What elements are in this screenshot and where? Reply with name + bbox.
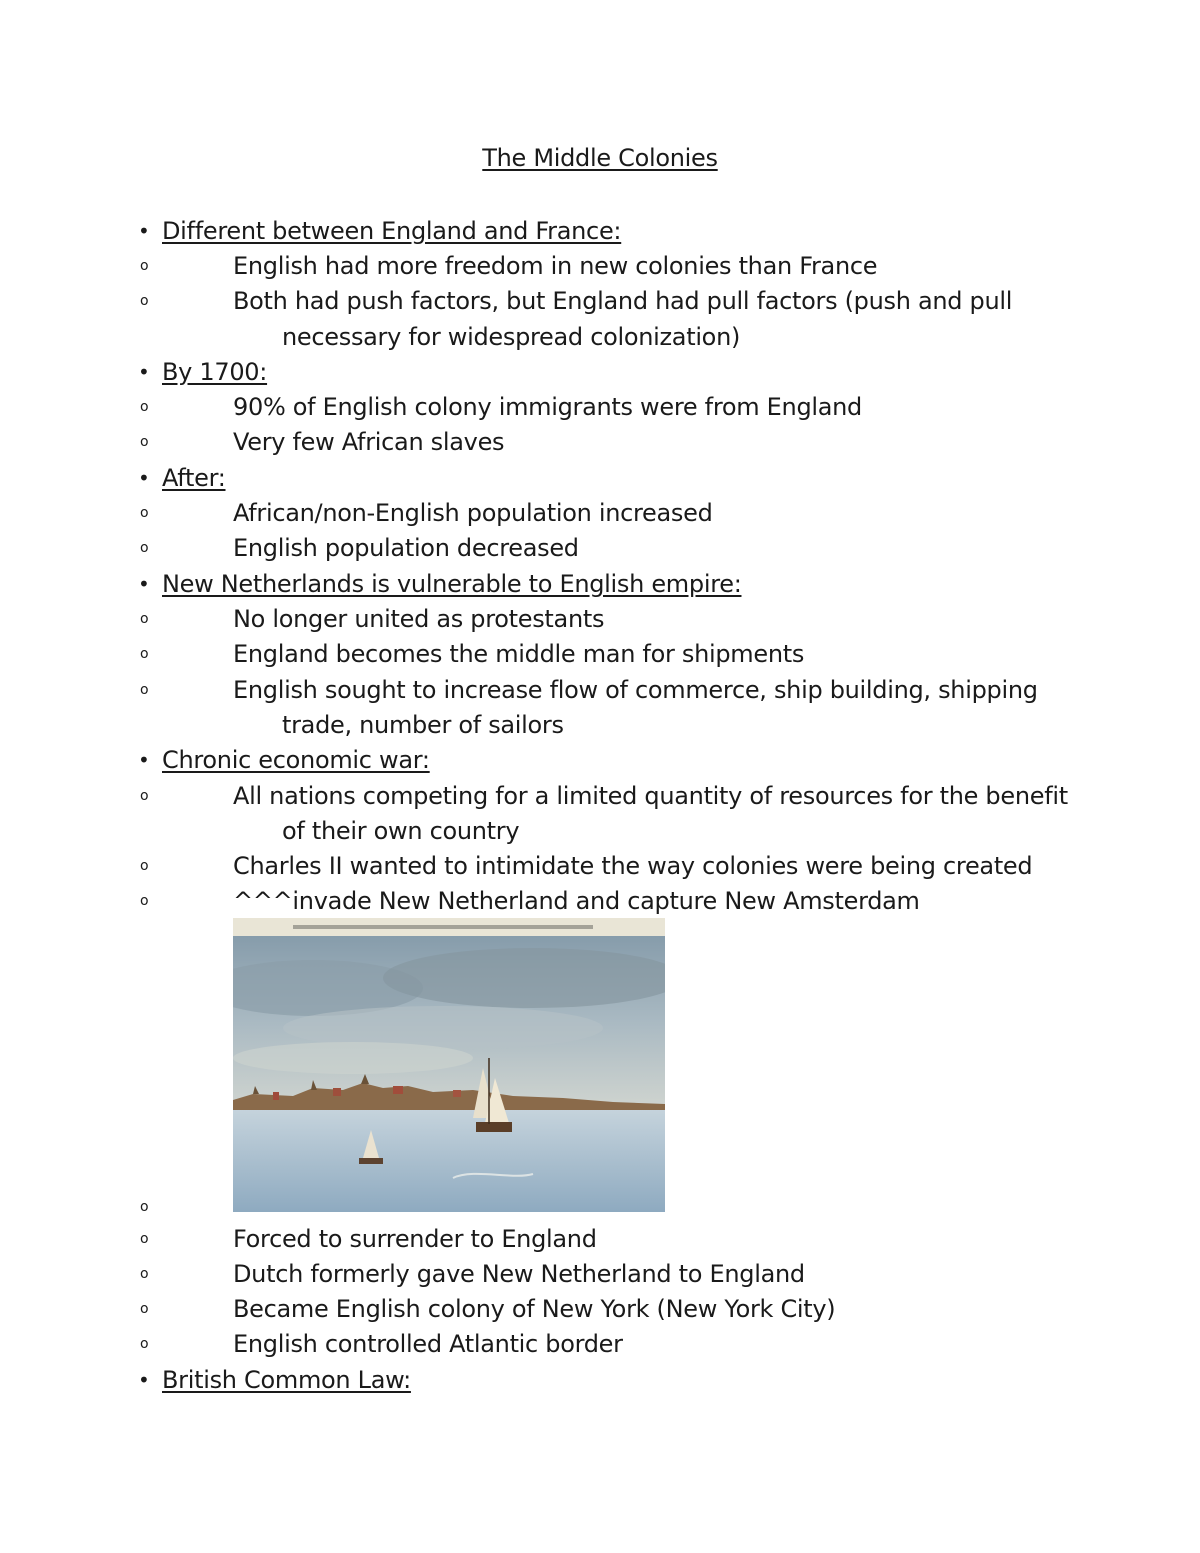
list-item-text: Forced to surrender to England xyxy=(233,1225,597,1253)
list-item xyxy=(0,390,1200,424)
sub-bullet-icon: o xyxy=(140,1231,149,1247)
bullet-icon: • xyxy=(138,360,150,384)
list-item xyxy=(0,1222,1200,1256)
list-item-text: 90% of English colony immigrants were from England xyxy=(233,393,862,421)
list-item-text: of their own country xyxy=(282,817,520,845)
sub-bullet-icon: o xyxy=(140,1301,149,1317)
page-title: The Middle Colonies xyxy=(482,144,718,172)
harbor-painting-icon xyxy=(233,918,665,1212)
bullet-icon: • xyxy=(138,572,150,596)
sub-bullet-icon: o xyxy=(140,1199,149,1215)
harbor-painting-svg xyxy=(233,918,665,1212)
list-item-text: English population decreased xyxy=(233,534,579,562)
sub-bullet-icon: o xyxy=(140,788,149,804)
section-heading: Chronic economic war: xyxy=(162,746,430,774)
list-item-text: England becomes the middle man for shipments xyxy=(233,640,805,668)
list-item-text: Very few African slaves xyxy=(233,428,505,456)
section-heading-line xyxy=(0,743,1200,777)
section-heading: Different between England and France: xyxy=(162,217,622,245)
bullet-icon: • xyxy=(138,219,150,243)
list-item xyxy=(0,602,1200,636)
list-item xyxy=(0,779,1200,813)
list-item-text: Both had push factors, but England had pull factors (push and pull xyxy=(233,287,1013,315)
list-item-text: Became English colony of New York (New York City) xyxy=(233,1295,836,1323)
sub-bullet-icon: o xyxy=(140,434,149,450)
sub-bullet-icon: o xyxy=(140,646,149,662)
list-item-text: English sought to increase flow of commerce, ship building, shipping xyxy=(233,676,1038,704)
list-item-text: necessary for widespread colonization) xyxy=(282,323,741,351)
list-item-text: Dutch formerly gave New Netherland to England xyxy=(233,1260,805,1288)
section-heading-line xyxy=(0,461,1200,495)
list-item xyxy=(0,637,1200,671)
sub-bullet-icon: o xyxy=(140,1336,149,1352)
list-item xyxy=(0,1257,1200,1291)
list-item xyxy=(0,849,1200,883)
sub-bullet-icon: o xyxy=(140,399,149,415)
section-heading: By 1700: xyxy=(162,358,268,386)
list-item-text: English had more freedom in new colonies than France xyxy=(233,252,878,280)
list-item-text: trade, number of sailors xyxy=(282,711,564,739)
section-heading: After: xyxy=(162,464,226,492)
list-item xyxy=(0,425,1200,459)
list-item-text: Charles II wanted to intimidate the way colonies were being created xyxy=(233,852,1033,880)
list-item xyxy=(0,884,1200,918)
section-heading-line xyxy=(0,355,1200,389)
list-item xyxy=(0,496,1200,530)
list-item-continuation xyxy=(0,814,1200,848)
sub-bullet-icon: o xyxy=(140,258,149,274)
section-heading: British Common Law: xyxy=(162,1366,411,1394)
bullet-icon: • xyxy=(138,748,150,772)
sub-bullet-icon: o xyxy=(140,505,149,521)
section-heading-line xyxy=(0,214,1200,248)
list-item xyxy=(0,673,1200,707)
list-item xyxy=(0,284,1200,318)
section-heading-line xyxy=(0,1363,1200,1397)
sub-bullet-icon: o xyxy=(140,540,149,556)
list-item xyxy=(0,1327,1200,1361)
section-heading: New Netherlands is vulnerable to English empire: xyxy=(162,570,742,598)
sub-bullet-icon: o xyxy=(140,858,149,874)
sub-bullet-icon: o xyxy=(140,611,149,627)
list-item-text: African/non-English population increased xyxy=(233,499,713,527)
list-item-text: All nations competing for a limited quantity of resources for the benefit xyxy=(233,782,1068,810)
sub-bullet-icon: o xyxy=(140,682,149,698)
sub-bullet-icon: o xyxy=(140,1266,149,1282)
list-item-continuation xyxy=(0,708,1200,742)
list-item xyxy=(0,249,1200,283)
list-item-text: English controlled Atlantic border xyxy=(233,1330,623,1358)
sub-bullet-icon: o xyxy=(140,293,149,309)
list-item xyxy=(0,1292,1200,1326)
list-item-text: ^^^invade New Netherland and capture New Amsterdam xyxy=(233,887,920,915)
section-heading-line xyxy=(0,567,1200,601)
list-item-continuation xyxy=(0,320,1200,354)
bullet-icon: • xyxy=(138,1368,150,1392)
list-item-text: No longer united as protestants xyxy=(233,605,605,633)
bullet-icon: • xyxy=(138,466,150,490)
sub-bullet-icon: o xyxy=(140,893,149,909)
list-item xyxy=(0,531,1200,565)
